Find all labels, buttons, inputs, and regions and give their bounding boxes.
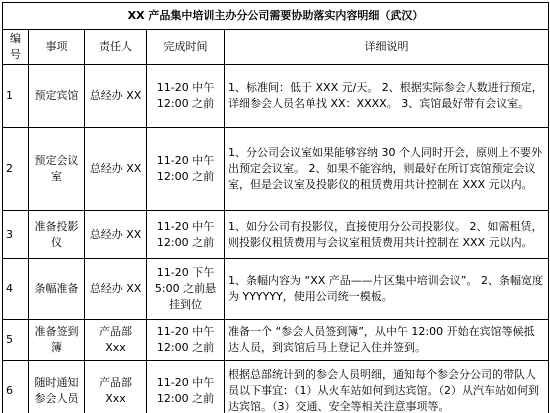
- row-detail: 1、分公司会议室如果能够容纳 30 个人同时开会，原则上不要外出预定会议室。 2、如果不能容纳，则最好在所订宾馆预定会议室，但是会议室及投影仪的租赁费用共计控制在 XXX 元以内。: [225, 128, 549, 211]
- row-item: 准备签到簿: [29, 320, 85, 361]
- row-owner: 产品部 Xxx: [85, 361, 147, 413]
- detail-table: [2, 2, 549, 413]
- row-item: 预定宾馆: [29, 65, 85, 128]
- table-row: [3, 211, 549, 259]
- row-no: 2: [3, 128, 29, 211]
- row-owner: 总经办 XX: [85, 211, 147, 259]
- header-time: 完成时间: [147, 30, 225, 65]
- row-item: 随时通知参会人员: [29, 361, 85, 413]
- row-time: 11-20 中午 12:00 之前: [147, 361, 225, 413]
- row-owner: 总经办 XX: [85, 259, 147, 320]
- row-no: 6: [3, 361, 29, 413]
- row-owner: 总经办 XX: [85, 128, 147, 211]
- row-no: 3: [3, 211, 29, 259]
- title-row: [3, 3, 549, 30]
- table-title: XX 产品集中培训主办分公司需要协助落实内容明细（武汉）: [3, 3, 549, 30]
- table-row: [3, 259, 549, 320]
- row-time: 11-20 中午 12:00 之前: [147, 320, 225, 361]
- row-detail: 根据总部统计到的参会人员明细，通知每个参会分公司的带队人员以下事宜：（1）从火车站如何到达宾馆。（2）从汽车站如何到达宾馆。（3）交通、安全等相关注意事项等。: [225, 361, 549, 413]
- row-owner: 总经办 XX: [85, 65, 147, 128]
- row-detail: 准备一个 “参会人员签到簿”，从中午 12:00 开始在宾馆等候抵达人员，到宾馆后马上登记入住并签到。: [225, 320, 549, 361]
- row-detail: 1、条幅内容为 “XX 产品——片区集中培训会议”。 2、条幅宽度为 YYYYYY，使用公司统一模板。: [225, 259, 549, 320]
- row-detail: 1、标准间：低于 XXX 元/天。 2、根据实际参会人数进行预定，详细参会人员名单找 XX：XXXX。 3、宾馆最好带有会议室。: [225, 65, 549, 128]
- table-row: [3, 65, 549, 128]
- row-item: 准备投影仪: [29, 211, 85, 259]
- row-time: 11-20 中午 12:00 之前: [147, 211, 225, 259]
- header-detail: 详细说明: [225, 30, 549, 65]
- row-item: 条幅准备: [29, 259, 85, 320]
- table-row: [3, 361, 549, 413]
- row-time: 11-20 中午 12:00 之前: [147, 65, 225, 128]
- header-row: [3, 30, 549, 65]
- row-no: 4: [3, 259, 29, 320]
- row-item: 预定会议室: [29, 128, 85, 211]
- header-no: 编号: [3, 30, 29, 65]
- table-row: [3, 128, 549, 211]
- header-item: 事项: [29, 30, 85, 65]
- row-detail: 1、如分公司有投影仪，直接使用分公司投影仪。 2、如需租赁，则投影仪租赁费用与会议室租赁费用共计控制在 XXX 元以内。: [225, 211, 549, 259]
- row-no: 1: [3, 65, 29, 128]
- row-no: 5: [3, 320, 29, 361]
- header-owner: 责任人: [85, 30, 147, 65]
- row-time: 11-20 中午 12:00 之前: [147, 128, 225, 211]
- table-row: [3, 320, 549, 361]
- row-owner: 产品部 Xxx: [85, 320, 147, 361]
- row-time: 11-20 下午 5:00 之前悬挂到位: [147, 259, 225, 320]
